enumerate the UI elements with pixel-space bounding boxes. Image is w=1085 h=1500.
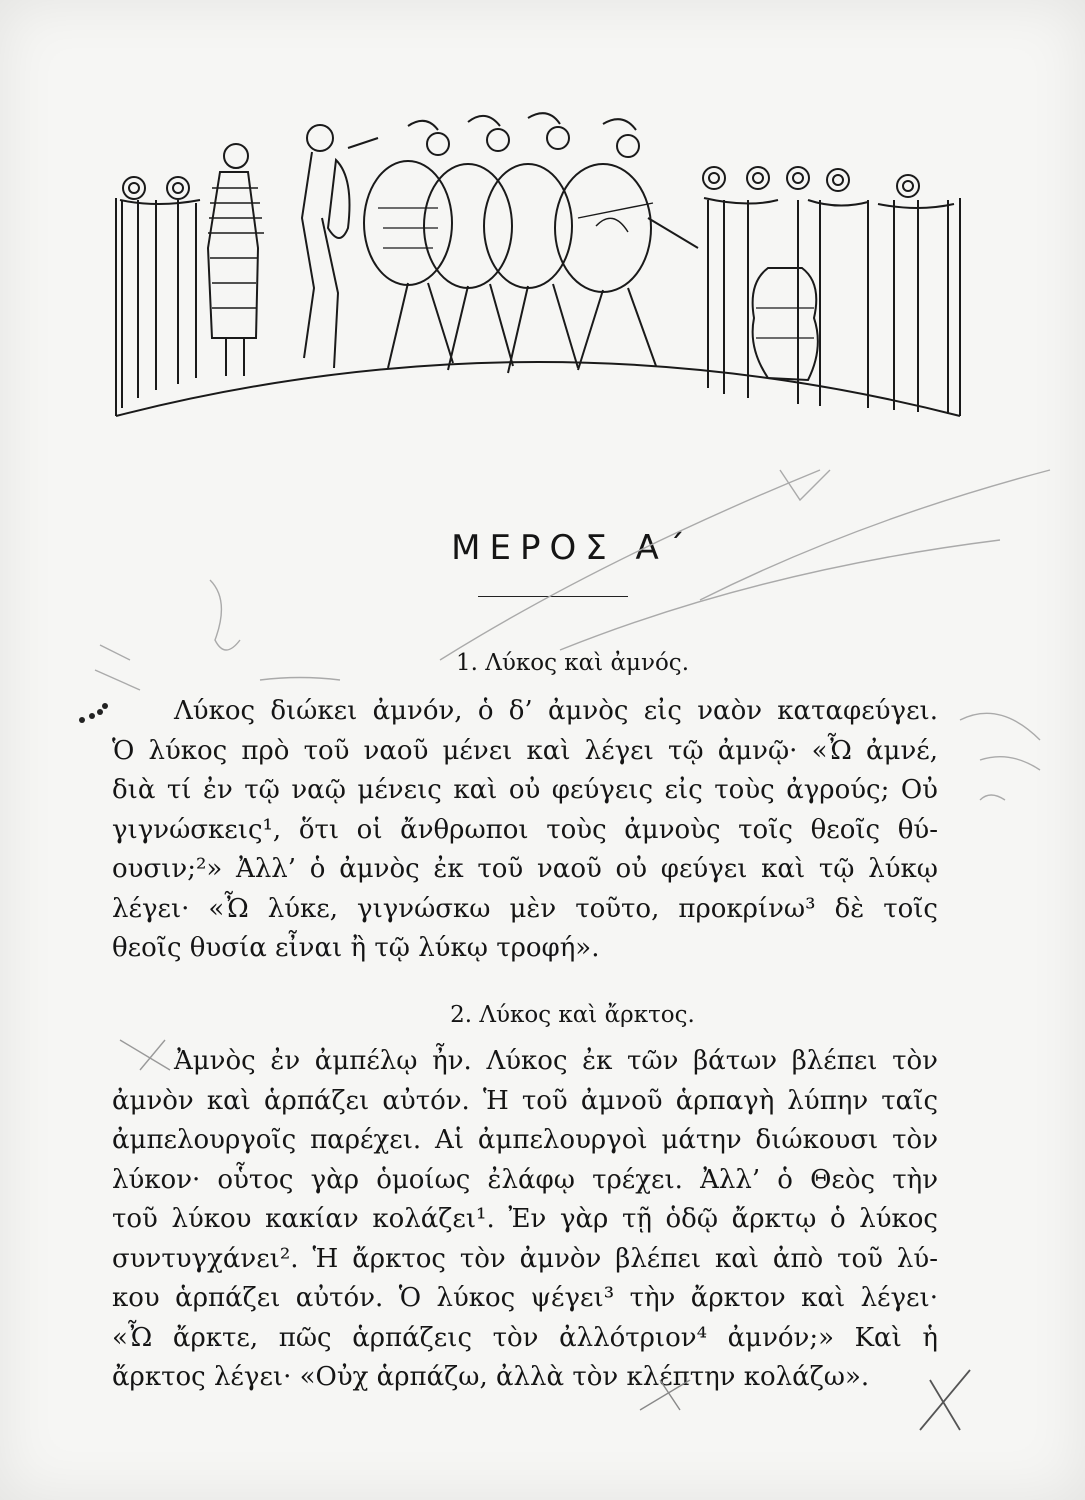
text-line: Ὁ λύκος πρὸ τοῦ ναοῦ μένει καὶ λέγει τῷ ἀμνῷ· «Ὦ ἀμνέ, <box>112 735 938 766</box>
text-line: διὰ τί ἐν τῷ ναῷ μένεις καὶ οὐ φεύγεις εἰς τοὺς ἀγρούς; Οὐ <box>112 775 938 805</box>
text-line: λέγει· «Ὦ λύκε, γιγνώσκω μὲν τοῦτο, προκρίνω³ δὲ τοῖς <box>112 893 938 924</box>
title-divider <box>478 596 628 597</box>
part-title: ΜΕΡΟΣ Α΄ <box>451 528 694 568</box>
section-heading-2: 2. Λύκος καὶ ἄρκτος. <box>450 1002 695 1028</box>
text-line: «Ὦ ἄρκτε, πῶς ἁρπάζεις τὸν ἀλλότριον⁴ ἀμνόν;» Καὶ ἡ <box>112 1322 938 1353</box>
text-line: Λύκος διώκει ἀμνόν, ὁ δ’ ἀμνὸς εἰς ναὸν καταφεύγει. <box>174 696 938 726</box>
text-line: συντυγχάνει². Ἡ ἄρκτος τὸν ἀμνὸν βλέπει καὶ ἀπὸ τοῦ λύ- <box>112 1243 938 1274</box>
text-line: Ἀμνὸς ἐν ἀμπέλῳ ἦν. Λύκος ἐκ τῶν βάτων βλέπει τὸν <box>174 1046 938 1076</box>
text-line: ἀμπελουργοῖς παρέχει. Αἱ ἀμπελουργοὶ μάτην διώκουσι τὸν <box>112 1125 938 1155</box>
section-text-1 <box>112 692 938 969</box>
section-text-2 <box>112 1042 938 1398</box>
text-line: ἀμνὸν καὶ ἁρπάζει αὐτόν. Ἡ τοῦ ἀμνοῦ ἁρπαγὴ λύπην ταῖς <box>112 1085 938 1116</box>
section-heading-1: 1. Λύκος καὶ ἀμνός. <box>456 650 689 676</box>
text-line: ουσιν;²» Ἀλλ’ ὁ ἀμνὸς ἐκ τοῦ ναοῦ οὐ φεύγει καὶ τῷ λύκῳ <box>112 854 938 884</box>
text-line: θεοῖς θυσία εἶναι ἢ τῷ λύκῳ τροφή». <box>112 933 600 963</box>
text-line: ἄρκτος λέγει· «Οὐχ ἁρπάζω, ἀλλὰ τὸν κλέπτην κολάζω». <box>112 1362 870 1392</box>
text-line: τοῦ λύκου κακίαν κολάζει¹. Ἐν γὰρ τῇ ὁδῷ ἄρκτῳ ὁ λύκος <box>112 1204 938 1234</box>
text-line: γιγνώσκεις¹, ὅτι οἱ ἄνθρωποι τοὺς ἀμνοὺς τοῖς θεοῖς θύ- <box>112 814 938 845</box>
vase-frieze-warriors-icon <box>108 108 968 428</box>
text-line: κου ἁρπάζει αὐτόν. Ὁ λύκος ψέγει³ τὴν ἄρκτον καὶ λέγει· <box>112 1283 938 1313</box>
text-line: λύκον· οὗτος γὰρ ὁμοίως ἐλάφῳ τρέχει. Ἀλλ’ ὁ Θεὸς τὴν <box>112 1164 938 1195</box>
